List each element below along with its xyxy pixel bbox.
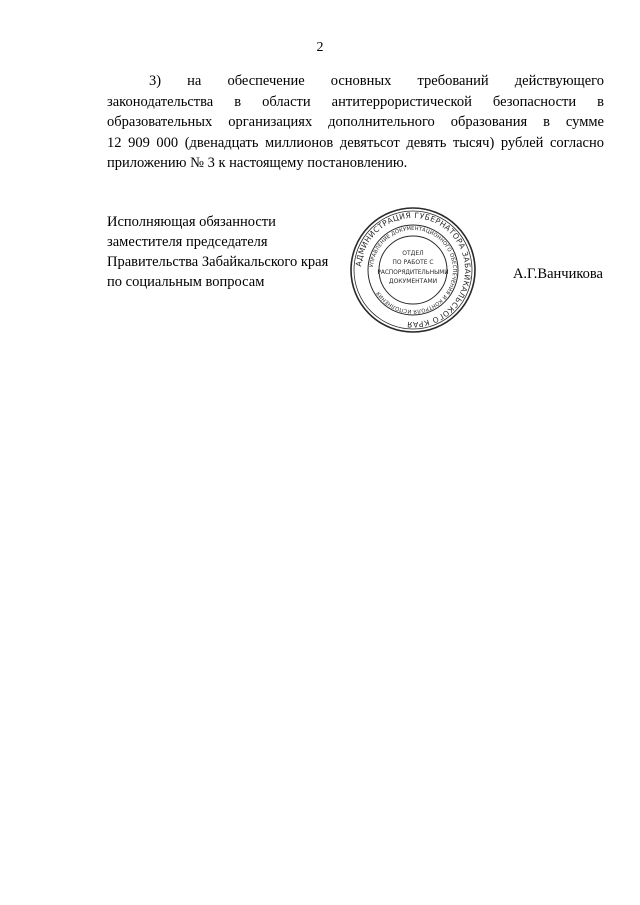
seal-center-line: ДОКУМЕНТАМИ	[388, 278, 438, 285]
signatory-position-line: Правительства Забайкальского края	[107, 254, 329, 270]
signatory-position-line: по социальным вопросам	[107, 274, 265, 290]
seal-outer-text: АДМИНИСТРАЦИЯ ГУБЕРНАТОРА ЗАБАЙКАЛЬСКОГО КРАЯ	[354, 210, 473, 330]
official-seal-stamp	[348, 205, 478, 335]
paragraph-line: образовательных организациях дополнительного образования в сумме	[107, 114, 604, 130]
page-number: 2	[316, 40, 324, 55]
seal-center-line: ОТДЕЛ	[402, 250, 424, 257]
signatory-position-line: Исполняющая обязанности	[107, 214, 276, 230]
paragraph-line: 12 909 000 (двенадцать миллионов девятьсот девять тысяч) рублей согласно	[107, 134, 604, 151]
signatory-position-line: заместителя председателя	[107, 234, 268, 250]
seal-inner-text: УПРАВЛЕНИЕ ДОКУМЕНТАЦИОННОГО ОБЕСПЕЧЕНИЯ И КОНТРОЛЯ ИСПОЛНЕНИЯ	[369, 225, 458, 315]
signatory-name: А.Г.Ванчикова	[512, 266, 603, 282]
paragraph-item-3	[107, 71, 604, 174]
seal-center-line: ПО РАБОТЕ С	[392, 259, 434, 266]
paragraph-line: законодательства в области антитеррористической безопасности в	[107, 93, 604, 110]
signatory-position	[107, 212, 357, 292]
paragraph-line: 3) на обеспечение основных требований действующего	[149, 73, 604, 89]
seal-center-line: РАСПОРЯДИТЕЛЬНЫМИ	[377, 270, 449, 276]
seal-graphic	[348, 205, 478, 335]
paragraph-line: приложению № 3 к настоящему постановлению.	[107, 155, 408, 171]
